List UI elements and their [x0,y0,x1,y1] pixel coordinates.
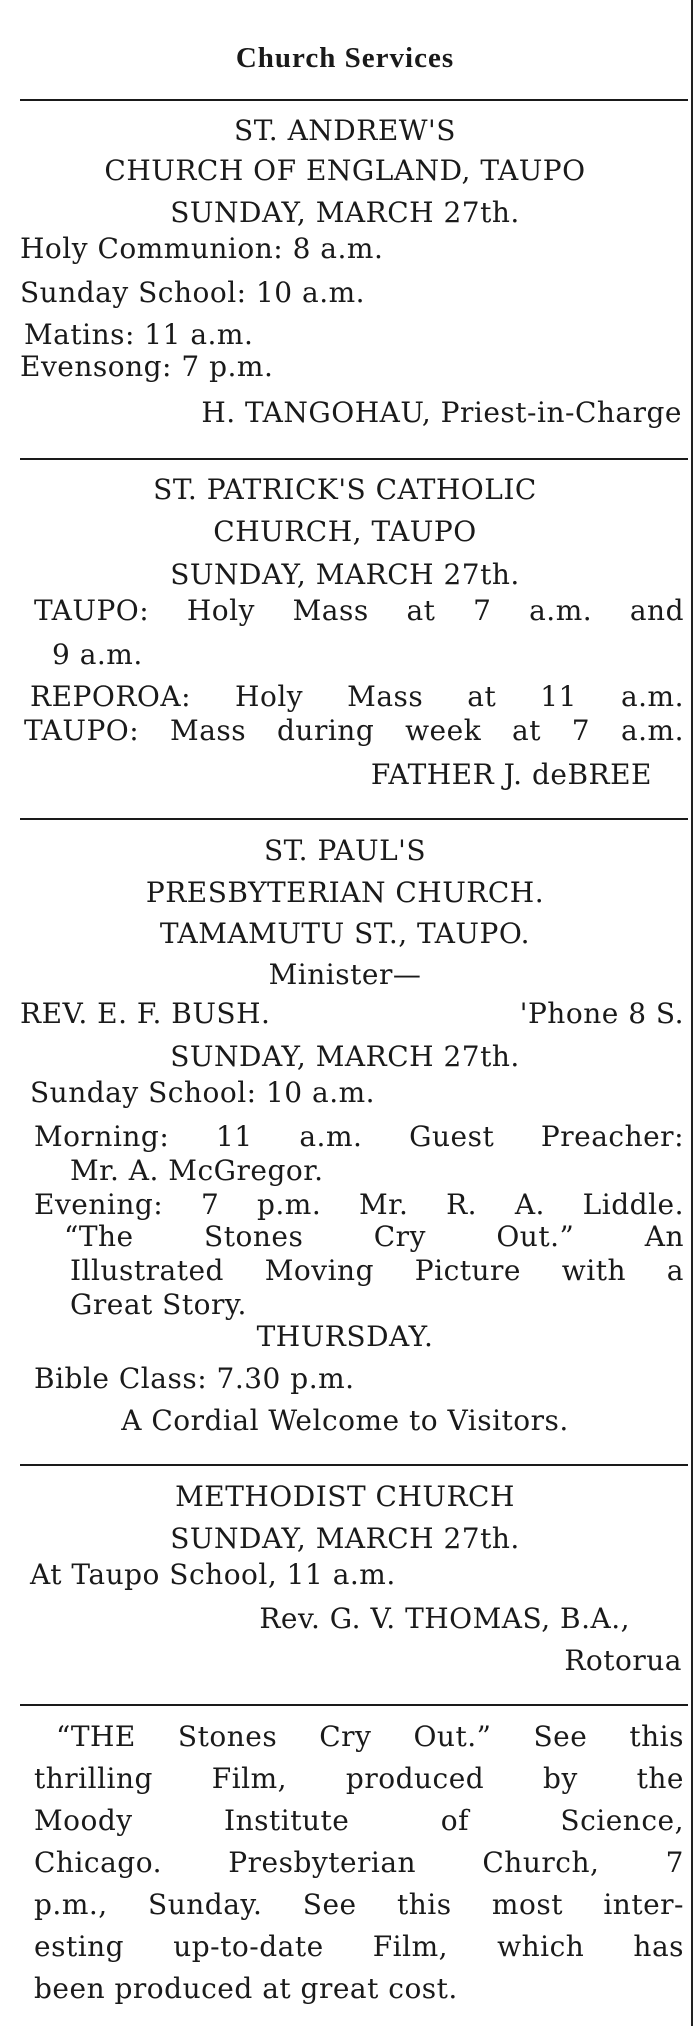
service-date: SUNDAY, MARCH 27th. [170,196,520,229]
service-time: At Taupo School, 11 a.m. [30,1558,396,1591]
service-time: Evensong: 7 p.m. [20,350,274,383]
mass-times: REPOROA: Holy Mass at 11 a.m. [30,680,684,713]
minister-name: FATHER J. deBREE [370,758,652,791]
service-date: SUNDAY, MARCH 27th. [170,558,520,591]
notice-line: thrilling Film, produced by the [34,1762,684,1795]
service-time: Evening: 7 p.m. Mr. R. A. Liddle. [34,1188,684,1221]
column-rule [691,0,693,2026]
mass-times: TAUPO: Holy Mass at 7 a.m. and [34,594,684,627]
church-name: ST. ANDREW'S [234,114,456,147]
notice-line: been produced at great cost. [34,1972,458,2005]
service-time: Sunday School: 10 a.m. [20,276,366,309]
church-denomination: CHURCH OF ENGLAND, TAUPO [104,154,586,187]
minister-name: REV. E. F. BUSH. [20,997,271,1030]
notice-line: esting up-to-date Film, which has [34,1930,684,1963]
service-date: SUNDAY, MARCH 27th. [170,1522,520,1555]
service-detail: Great Story. [70,1288,247,1321]
notice-line: p.m., Sunday. See this most inter- [34,1888,684,1921]
service-detail: Mr. A. McGregor. [70,1154,324,1187]
divider [20,458,688,460]
divider [20,99,688,101]
church-name: ST. PATRICK'S CATHOLIC [153,473,537,506]
divider [20,818,688,820]
divider [20,1464,688,1466]
minister-label: Minister— [268,958,422,991]
weekday-heading: THURSDAY. [256,1320,434,1353]
service-date: SUNDAY, MARCH 27th. [170,1040,520,1073]
phone-number: 'Phone 8 S. [519,997,684,1030]
minister-contact [20,997,684,1031]
minister-name: H. TANGOHAU, Priest-in-Charge [201,396,682,429]
church-name: ST. PAUL'S [263,834,427,867]
service-detail: Illustrated Moving Picture with a [70,1254,684,1287]
page-title: Church Services [235,42,455,74]
notice-line: “THE Stones Cry Out.” See this [56,1720,684,1753]
church-name: METHODIST CHURCH [175,1480,515,1513]
notice-line: Chicago. Presbyterian Church, 7 [34,1846,684,1879]
mass-times: TAUPO: Mass during week at 7 a.m. [24,714,684,747]
service-time: Matins: 11 a.m. [24,318,254,351]
divider [20,1704,688,1706]
service-time: Morning: 11 a.m. Guest Preacher: [34,1120,684,1153]
welcome-note: A Cordial Welcome to Visitors. [121,1404,569,1437]
service-time: Sunday School: 10 a.m. [30,1076,376,1109]
minister-town: Rotorua [564,1644,682,1677]
service-time: Holy Communion: 8 a.m. [20,232,384,265]
church-address: TAMAMUTU ST., TAUPO. [159,917,531,950]
church-location: CHURCH, TAUPO [213,515,477,548]
service-time: Bible Class: 7.30 p.m. [34,1362,355,1395]
minister-name: Rev. G. V. THOMAS, B.A., [259,1602,630,1635]
notice-line: Moody Institute of Science, [34,1804,684,1837]
church-denomination: PRESBYTERIAN CHURCH. [145,876,545,909]
mass-times: 9 a.m. [52,638,143,671]
service-detail: “The Stones Cry Out.” An [64,1220,684,1253]
